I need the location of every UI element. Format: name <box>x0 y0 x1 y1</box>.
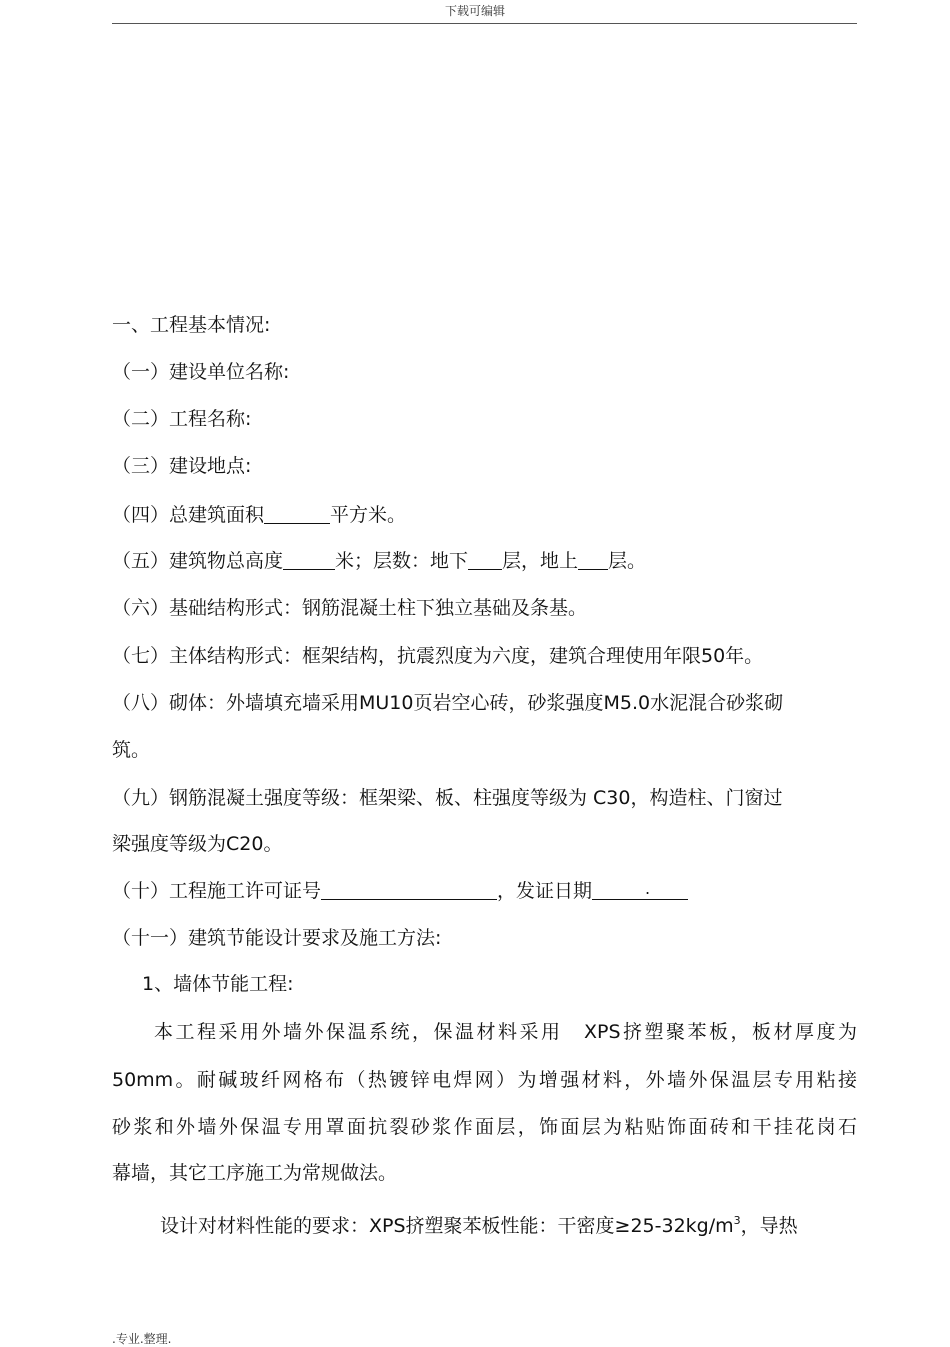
height-blank <box>283 549 335 570</box>
item-6: （六）基础结构形式：钢筋混凝土柱下独立基础及条基。 <box>112 597 588 619</box>
item-7: （七）主体结构形式：框架结构，抗震烈度为六度，建筑合理使用年限50年。 <box>112 645 764 667</box>
item-4-label: （四）总建筑面积 <box>112 504 265 526</box>
item-5 <box>112 548 857 574</box>
item-4-unit: 平方米。 <box>330 504 407 526</box>
item-10-label: （十）工程施工许可证号 <box>112 880 322 902</box>
above-ground-blank <box>578 549 608 570</box>
paragraph-line-3: 砂浆和外墙外保温专用罩面抗裂砂浆作面层，饰面层为粘贴饰面砖和干挂花岗石 <box>112 1116 857 1138</box>
paragraph-line-2: 50mm。耐碱玻纤网格布（热镀锌电焊网）为增强材料，外墙外保温层专用粘接 <box>112 1069 857 1091</box>
item-5-mid: 米；层数：地下 <box>335 550 469 572</box>
permit-number-blank <box>321 879 497 900</box>
paragraph-line-5 <box>160 1208 857 1239</box>
item-10-mid: ，发证日期 <box>497 880 593 902</box>
superscript-3: 3 <box>733 1214 741 1227</box>
item-4 <box>112 502 857 528</box>
area-blank <box>264 503 330 524</box>
material-req-tail: ，导热 <box>740 1215 798 1237</box>
item-8: （八）砌体：外墙填充墙采用MU10页岩空心砖，砂浆强度M5.0水泥混合砂浆砌 <box>112 692 784 714</box>
item-11: （十一）建筑节能设计要求及施工方法: <box>112 927 442 949</box>
item-9-cont: 梁强度等级为C20。 <box>112 833 283 855</box>
item-2: （二）工程名称: <box>112 408 252 430</box>
section-heading: 一、工程基本情况: <box>112 314 271 336</box>
item-5-end: 层。 <box>608 550 647 572</box>
page-header: 下载可编辑 <box>444 4 505 18</box>
page-footer: .专业.整理. <box>112 1332 172 1346</box>
item-3: （三）建设地点: <box>112 455 252 477</box>
item-10 <box>112 878 857 904</box>
subsection-heading: 1、墙体节能工程: <box>142 973 294 995</box>
item-9: （九）钢筋混凝土强度等级：框架梁、板、柱强度等级为 C30，构造柱、门窗过 <box>112 787 783 809</box>
issue-date-blank <box>592 879 688 900</box>
paragraph-line-4: 幕墙，其它工序施工为常规做法。 <box>112 1162 398 1184</box>
item-8-cont: 筑。 <box>112 739 151 761</box>
header-divider <box>112 23 857 24</box>
item-5-mid2: 层，地上 <box>502 550 579 572</box>
item-1: （一）建设单位名称: <box>112 361 290 383</box>
below-ground-blank <box>468 549 502 570</box>
paragraph-line-1: 本工程采用外墙外保温系统，保温材料采用 XPS挤塑聚苯板，板材厚度为 <box>154 1021 857 1043</box>
date-dot: . <box>645 879 651 898</box>
material-req-text: 设计对材料性能的要求：XPS挤塑聚苯板性能：干密度≥25-32kg/m <box>160 1215 734 1237</box>
item-5-label: （五）建筑物总高度 <box>112 550 284 572</box>
